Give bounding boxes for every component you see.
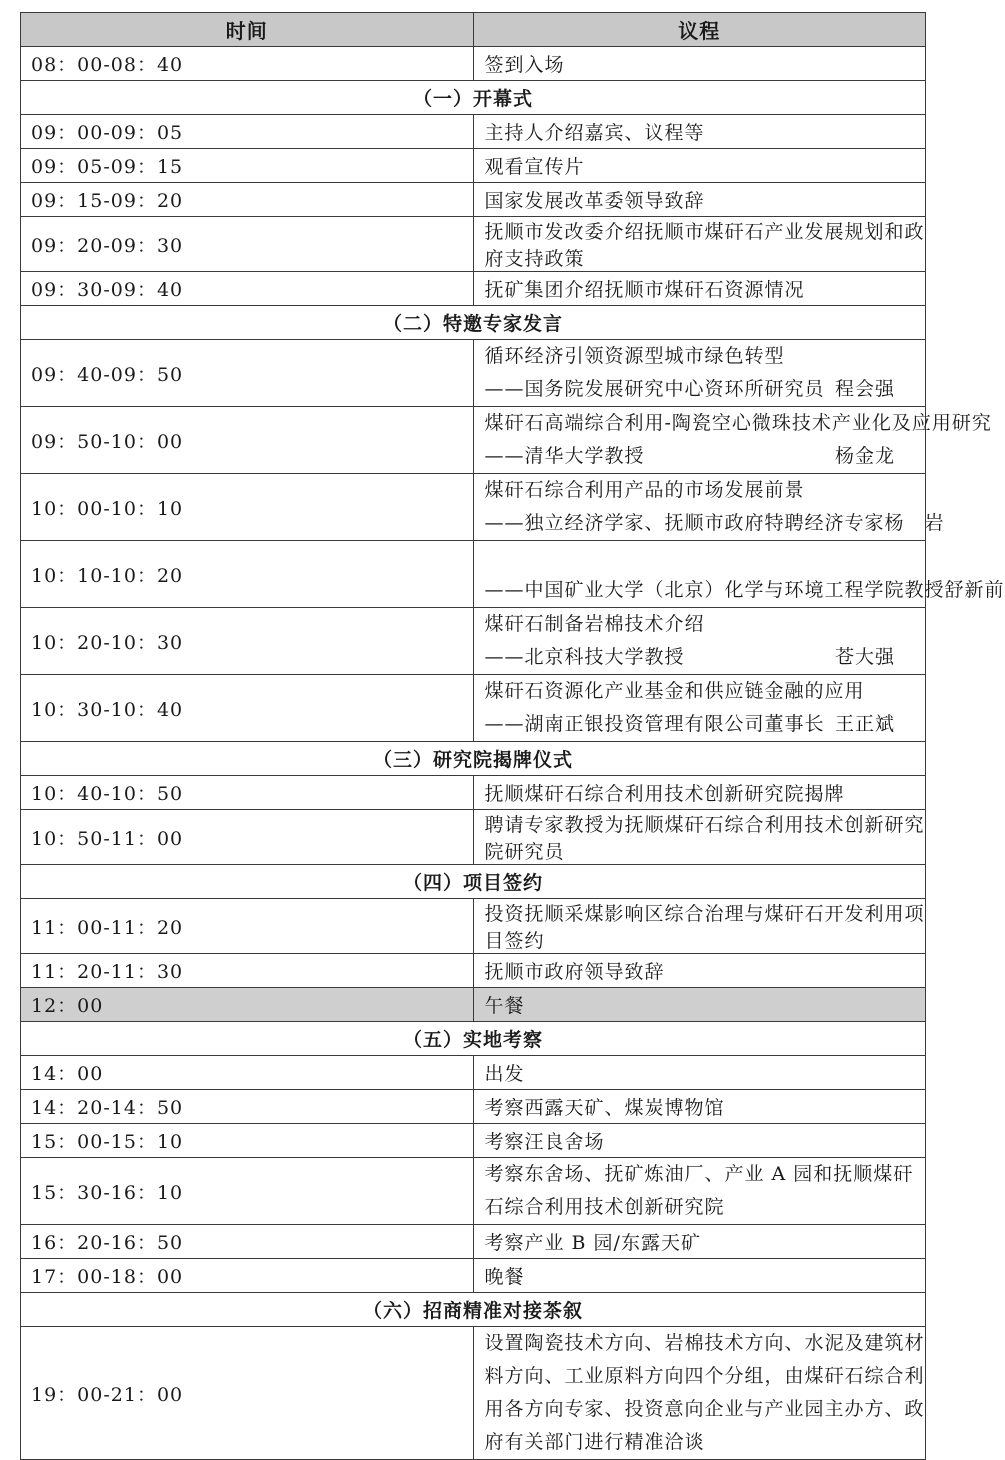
section-title: （四）项目签约 [21,865,926,899]
speaker-role: ——北京科技大学教授 [484,646,685,668]
time-cell: 09：40-09：50 [21,340,474,407]
speaker-line [485,440,926,473]
time-cell: 09：00-09：05 [21,115,474,149]
time-cell: 09：15-09：20 [21,183,474,217]
talk-cell [473,407,992,474]
time-cell: 09：05-09：15 [21,149,474,183]
talk-row [21,474,926,541]
time-cell: 10：40-10：50 [21,776,474,810]
time-cell: 09：20-09：30 [21,217,474,272]
header-agenda: 议程 [473,13,926,47]
agenda-cell: 抚顺市发改委介绍抚顺市煤矸石产业发展规划和政府支持政策 [473,217,926,272]
table-row [21,1090,926,1124]
table-row [21,1225,926,1259]
agenda-cell: 抚顺煤矸石综合利用技术创新研究院揭牌 [473,776,926,810]
talk-topic: 煤矸石资源化产业基金和供应链金融的应用 [484,680,865,702]
agenda-cell: 考察汪良舍场 [473,1124,926,1158]
agenda-table [20,12,1005,1460]
speaker-line [485,708,926,741]
talk-row [21,541,926,608]
talk-row [21,675,926,742]
speaker-line [485,641,926,674]
section-row [21,81,926,115]
time-cell: 15：30-16：10 [21,1158,474,1225]
time-cell: 14：00 [21,1056,474,1090]
talk-topic: 煤矸石高端综合利用-陶瓷空心微珠技术产业化及应用研究 [484,412,992,434]
time-cell: 16：20-16：50 [21,1225,474,1259]
speaker-line [484,507,945,540]
agenda-cell [473,1327,926,1460]
agenda-cell [473,1158,926,1225]
table-row [21,217,926,272]
time-cell: 15：00-15：10 [21,1124,474,1158]
table-row [21,115,926,149]
agenda-cell: 观看宣传片 [473,149,926,183]
section-row [21,742,926,776]
agenda-cell: 主持人介绍嘉宾、议程等 [473,115,926,149]
agenda-cell: 抚顺市政府领导致辞 [473,954,926,988]
time-cell: 09：30-09：40 [21,272,474,306]
section-title: （三）研究院揭牌仪式 [21,742,926,776]
time-cell: 12：00 [21,988,474,1022]
header-row [21,13,926,47]
section-row [21,306,926,340]
table-row [21,1056,926,1090]
speaker-line [485,373,926,406]
speaker-role: ——湖南正银投资管理有限公司董事长 [484,713,825,735]
time-cell: 10：50-11：00 [21,810,474,865]
agenda-cell: 投资抚顺采煤影响区综合治理与煤矸石开发利用项目签约 [473,899,926,954]
talk-topic: 循环经济引领资源型城市绿色转型 [484,345,785,367]
section-title: （五）实地考察 [21,1022,926,1056]
table-row [21,1124,926,1158]
table-row [21,272,926,306]
time-cell: 10：30-10：40 [21,675,474,742]
speaker-role: ——独立经济学家、抚顺市政府特聘经济专家 [484,512,885,534]
time-cell: 10：20-10：30 [21,608,474,675]
section-row [21,1293,926,1327]
time-cell: 11：20-11：30 [21,954,474,988]
agenda-cell: 签到入场 [473,47,926,81]
talk-row [21,407,926,474]
talk-topic [485,541,926,574]
table-row [21,47,926,81]
agenda-cell: 考察西露天矿、煤炭博物馆 [473,1090,926,1124]
table-row [21,776,926,810]
time-cell: 09：50-10：00 [21,407,474,474]
speaker-name: 杨金龙 [834,445,895,467]
talk-cell [473,474,945,541]
speaker-name: 舒新前 [944,579,1005,601]
table-row [21,183,926,217]
talk-topic: 煤矸石制备岩棉技术介绍 [484,613,705,635]
talk-row [21,608,926,675]
table-row [21,1259,926,1293]
speaker-name: 程会强 [834,378,895,400]
talk-cell [473,675,926,742]
table-row [21,810,926,865]
speaker-name: 杨 岩 [884,512,945,534]
table-row [21,954,926,988]
section-title: （二）特邀专家发言 [21,306,926,340]
agenda-cell: 晚餐 [473,1259,926,1293]
speaker-line [484,574,1005,607]
table-row [21,1158,926,1225]
speaker-name: 苍大强 [834,646,895,668]
section-row [21,1022,926,1056]
table-row [21,899,926,954]
speaker-name: 王正斌 [834,713,895,735]
time-cell: 14：20-14：50 [21,1090,474,1124]
agenda-text: 设置陶瓷技术方向、岩棉技术方向、水泥及建筑材料方向、工业原料方向四个分组，由煤矸石综合利用各方向专家、投资意向企业与产业园主办方、政府有关部门进行精准洽谈 [484,1332,925,1453]
talk-cell [473,541,1005,608]
agenda-cell: 聘请专家教授为抚顺煤矸石综合利用技术创新研究院研究员 [473,810,926,865]
section-row [21,865,926,899]
agenda-cell: 出发 [473,1056,926,1090]
talk-cell [473,340,926,407]
agenda-text: 考察东舍场、抚矿炼油厂、产业 A 园和抚顺煤矸石综合利用技术创新研究院 [484,1163,914,1218]
speaker-role: ——清华大学教授 [484,445,645,467]
time-cell: 11：00-11：20 [21,899,474,954]
agenda-cell: 抚矿集团介绍抚顺市煤矸石资源情况 [473,272,926,306]
section-title: （一）开幕式 [21,81,926,115]
time-cell: 08：00-08：40 [21,47,474,81]
agenda-cell: 国家发展改革委领导致辞 [473,183,926,217]
lunch-row [21,988,926,1022]
talk-cell [473,608,926,675]
table-row [21,149,926,183]
header-time: 时间 [21,13,474,47]
speaker-role: ——中国矿业大学（北京）化学与环境工程学院教授 [484,579,945,601]
agenda-cell: 考察产业 B 园/东露天矿 [473,1225,926,1259]
time-cell: 10：00-10：10 [21,474,474,541]
time-cell: 10：10-10：20 [21,541,474,608]
speaker-role: ——国务院发展研究中心资环所研究员 [484,378,825,400]
table-row [21,1327,926,1460]
talk-topic: 煤矸石综合利用产品的市场发展前景 [484,479,805,501]
section-title: （六）招商精准对接茶叙 [21,1293,926,1327]
talk-row [21,340,926,407]
agenda-cell: 午餐 [473,988,926,1022]
time-cell: 17：00-18：00 [21,1259,474,1293]
time-cell: 19：00-21：00 [21,1327,474,1460]
